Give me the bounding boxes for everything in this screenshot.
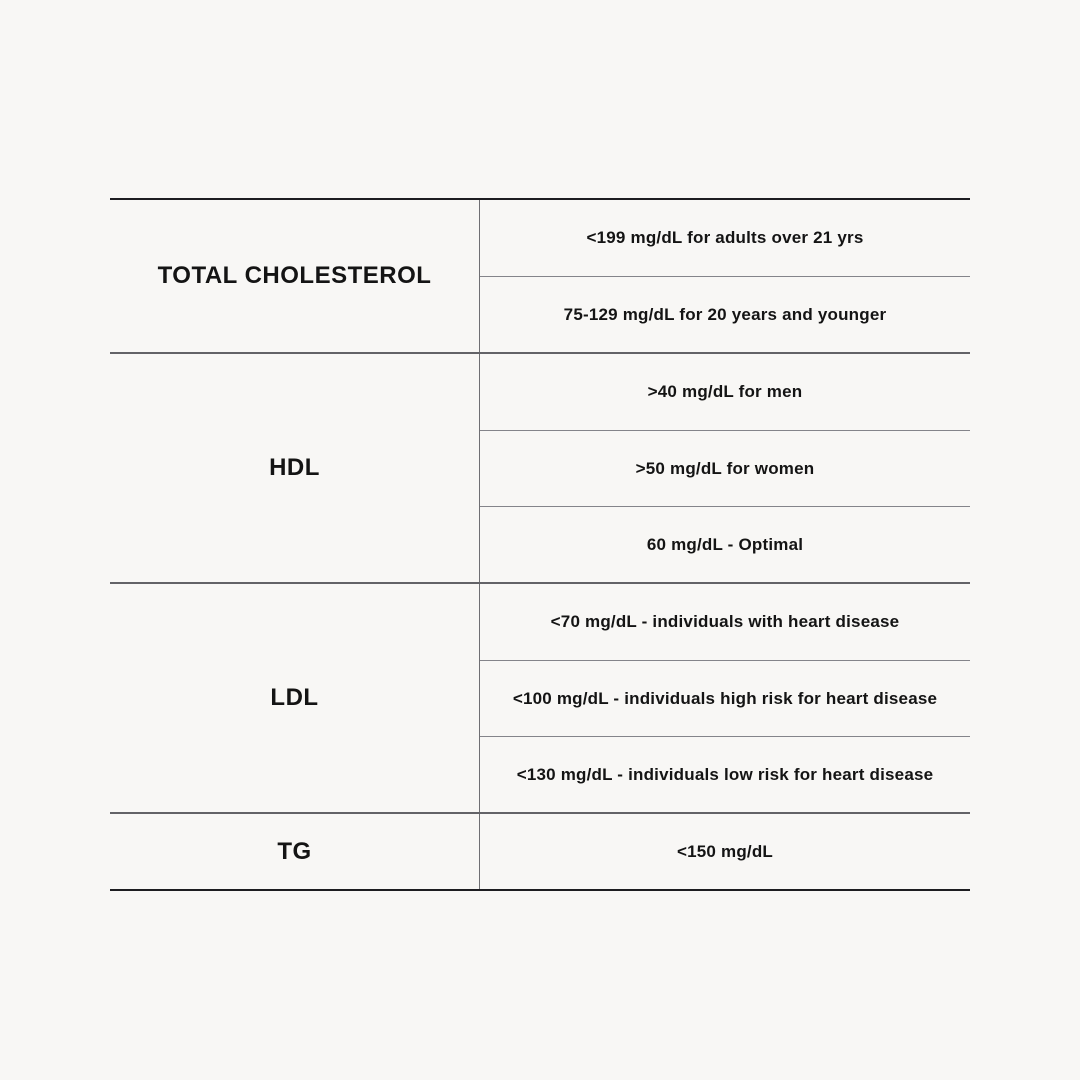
table-section-tg [110,812,970,889]
row-label-cell [110,584,480,812]
row-values [480,814,970,889]
value-cell [480,430,970,506]
cholesterol-reference-table [110,198,970,891]
row-values [480,354,970,582]
table-section-total-cholesterol [110,200,970,352]
value-text: <100 mg/dL - individuals high risk for heart disease [512,688,938,708]
row-label-cell [110,814,480,889]
row-label: TG [277,837,312,865]
value-cell [480,736,970,812]
row-label-cell [110,354,480,582]
value-text: <130 mg/dL - individuals low risk for heart disease [516,764,934,784]
value-text: >40 mg/dL for men [647,382,803,401]
table-section-hdl [110,352,970,582]
value-cell [480,584,970,660]
table-section-ldl [110,582,970,812]
value-cell [480,354,970,430]
value-text: 60 mg/dL - Optimal [646,534,804,554]
row-label: HDL [269,454,320,481]
value-cell [480,200,970,276]
value-text: <150 mg/dL [676,841,773,861]
value-cell [480,660,970,736]
row-label: TOTAL CHOLESTEROL [157,262,432,289]
row-values [480,200,970,352]
value-cell [480,506,970,582]
value-cell [480,276,970,352]
value-text: >50 mg/dL for women [635,458,815,478]
value-text: 75-129 mg/dL for 20 years and younger [563,304,887,324]
row-label-cell [110,200,480,352]
value-text: <70 mg/dL - individuals with heart disease [550,612,900,631]
row-label: LDL [270,684,319,711]
value-text: <199 mg/dL for adults over 21 yrs [586,228,864,247]
row-values [480,584,970,812]
value-cell [480,814,970,889]
